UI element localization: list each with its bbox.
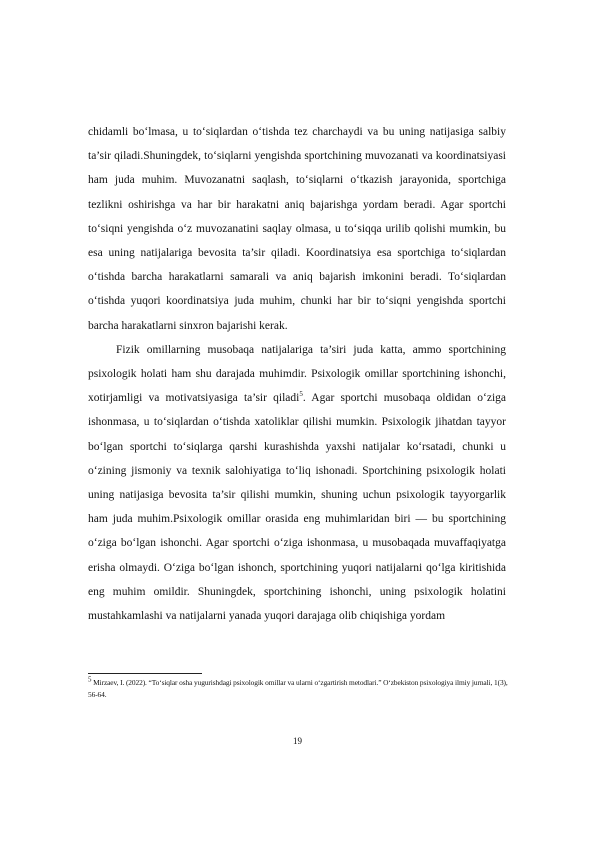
page-number: 19 — [293, 736, 302, 746]
paragraph-2 — [88, 338, 506, 628]
footnote — [88, 677, 510, 701]
footnote-number: 5 — [88, 675, 92, 684]
footnote-separator — [88, 673, 202, 674]
body-text — [88, 120, 506, 628]
paragraph-2-text-before: Fizik omillarning musobaqa natijalariga ta’siri juda katta, ammo sportchining psixologik holati ham shu darajada muhimdir. Psixologik omillar sportchining ishonchi, xotirjamligi va motivatsiyasiga ta’sir qiladi — [88, 343, 506, 405]
footnote-text: Mirzaev, I. (2022). “To‘siqlar osha yugurishdagi psixologik omillar va ularni o‘zgartirish metodlari.” O‘zbekiston psixologiya ilmiy jurnali, 1(3), 56-64. — [88, 678, 508, 699]
footnote-reference[interactable]: 5 — [299, 390, 303, 399]
paragraph-2-text-after: . Agar sportchi musobaqa oldidan o‘ziga ishonmasa, u to‘siqlardan o‘tishda xatoliklar qilishi mumkin. Psixologik jihatdan tayyor bo‘lgan sportchi to‘siqlarga qarshi kurashishda yaxshi natijalar ko‘rsatadi, chunki u o‘zining jismoniy va texnik salohiyatiga to‘liq ishonadi. Sportchining psixologik holati uning natijasiga bevosita ta’sir qilishi mumkin, shuning uchun psixologik tayyorgarlik ham juda muhim.Psixologik omillar orasida eng muhimlaridan biri — bu sportchining o‘ziga bo‘lgan ishonchi. Agar sportchi o‘ziga ishonmasa, u musobaqada muvaffaqiyatga erisha olmaydi. O‘ziga bo‘lgan ishonch, sportchining yuqori natijalarni qo‘lga kiritishida eng muhim omildir. Shuningdek, sportchining ishonchi, uning psixologik holatini mustahkamlashi va natijalarni yanada yuqori darajaga olib chiqishiga yordam — [88, 392, 506, 623]
paragraph-1: chidamli bo‘lmasa, u to‘siqlardan o‘tishda tez charchaydi va bu uning natijasiga salbiy ta’sir qiladi.Shuningdek, to‘siqlarni yengishda sportchining muvozanati va koordinatsiyasi ham juda muhim. Muvozanatni saqlash, to‘siqlarni o‘tkazish jarayonida, sportchiga tezlikni oshirishga va har bir harakatni aniq bajarishga yordam beradi. Agar sportchi to‘siqni yengishda o‘z muvozanatini saqlay olmasa, u to‘siqqa urilib qolishi mumkin, bu esa uning natijalariga bevosita ta’sir qiladi. Koordinatsiya esa sportchiga to‘siqlardan o‘tishda barcha harakatlarni samarali va aniq bajarish imkonini beradi. To‘siqlardan o‘tishda yuqori koordinatsiya juda muhim, chunki har bir to‘siqni yengishda sportchi barcha harakatlarni sinxron bajarishi kerak. — [88, 126, 506, 332]
